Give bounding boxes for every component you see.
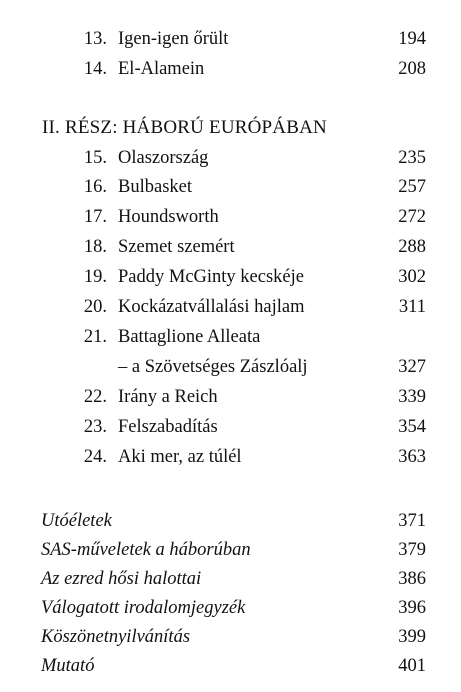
back-matter-entry [0,623,461,652]
chapter-title: Igen-igen őrült [118,29,229,49]
toc-entry [0,443,461,472]
chapter-number: 19. [83,267,107,287]
back-matter-entry [0,536,461,565]
chapter-title: El-Alamein [118,59,205,79]
chapter-number: 22. [83,387,107,407]
part-heading: II. RÉSZ: HÁBORÚ EURÓPÁBAN [42,117,327,138]
toc-entry [0,413,461,442]
toc-entry [0,293,461,322]
chapter-number: 14. [83,59,107,79]
chapter-title: Irány a Reich [118,387,218,407]
toc-entry [0,203,461,232]
back-matter-entry [0,507,461,536]
page-number: 399 [398,627,426,647]
back-matter-title: Az ezred hősi halottai [41,569,202,589]
chapter-title: Olaszország [118,148,209,168]
toc-entry [0,323,461,352]
back-matter-title: Mutató [41,656,95,676]
page-number: 371 [398,511,426,531]
toc-entry [0,383,461,412]
page-number: 327 [398,357,426,377]
page-number: 379 [398,540,426,560]
page-number: 288 [398,237,426,257]
back-matter-title: Utóéletek [41,511,112,531]
page-number: 363 [398,447,426,467]
page-number: 257 [398,177,426,197]
toc-entry [0,263,461,292]
page-number: 311 [398,297,426,317]
page-number: 194 [398,29,426,49]
page-number: 386 [398,569,426,589]
chapter-number: 15. [83,148,107,168]
chapter-number: 21. [83,327,107,347]
page-number: 339 [398,387,426,407]
chapter-title: Houndsworth [118,207,219,227]
toc-entry [0,233,461,262]
chapter-number: 24. [83,447,107,467]
back-matter-entry [0,565,461,594]
chapter-number: 17. [83,207,107,227]
chapter-number: 18. [83,237,107,257]
chapter-number: 16. [83,177,107,197]
chapter-title: Paddy McGinty kecskéje [118,267,304,287]
chapter-title: Bulbasket [118,177,192,197]
page-number: 235 [398,148,426,168]
chapter-title: Felszabadítás [118,417,218,437]
chapter-title: Kockázatvállalási hajlam [118,297,305,317]
back-matter-title: Válogatott irodalomjegyzék [41,598,246,618]
back-matter-entry [0,652,461,681]
page-number: 272 [398,207,426,227]
toc-entry-continuation [0,353,461,382]
page-number: 396 [398,598,426,618]
page-number: 208 [398,59,426,79]
page-number: 302 [398,267,426,287]
chapter-title: Aki mer, az túlél [118,447,242,467]
toc-entry [0,55,461,84]
toc-entry [0,144,461,173]
back-matter-entry [0,594,461,623]
chapter-title: Battaglione Alleata [118,327,261,347]
chapter-number: 13. [83,29,107,49]
chapter-title-continuation: – a Szövetséges Zászlóalj [118,357,308,377]
page-number: 401 [398,656,426,676]
back-matter-title: Köszönetnyilvánítás [41,627,191,647]
page-number: 354 [398,417,426,437]
chapter-title: Szemet szemért [118,237,235,257]
chapter-number: 20. [83,297,107,317]
back-matter-title: SAS-műveletek a háborúban [41,540,251,560]
toc-entry [0,173,461,202]
chapter-number: 23. [83,417,107,437]
toc-entry [0,25,461,54]
